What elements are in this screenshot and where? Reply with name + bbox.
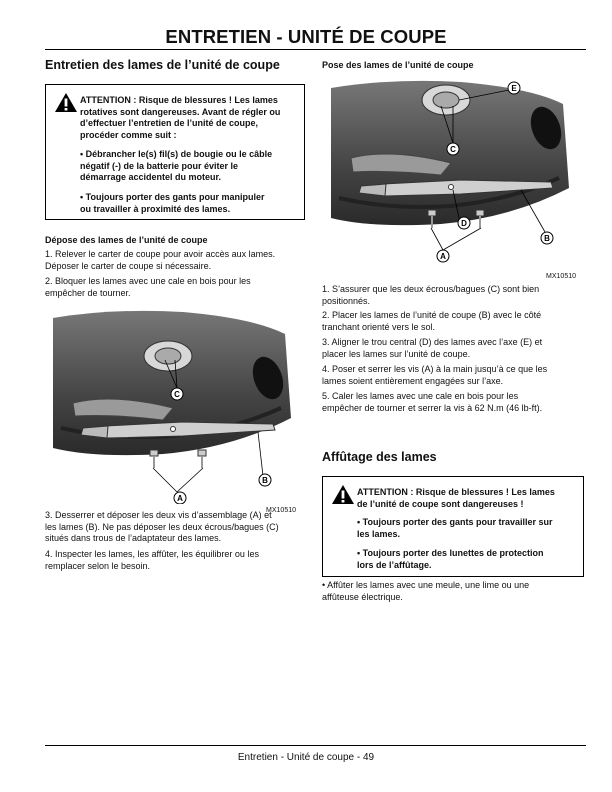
warning-bullet-line: • Toujours porter des lunettes de protection xyxy=(357,548,544,558)
install-step-3-line: placer les lames sur l’unité de coupe. xyxy=(322,348,471,359)
removal-step-3-line: les lames (B). Ne pas déposer les deux écrous/bagues (C) xyxy=(45,521,279,532)
figure-id: MX10510 xyxy=(266,507,296,514)
footer-divider xyxy=(45,745,586,746)
subsection-title-installation: Pose des lames de l’unité de coupe xyxy=(322,60,474,70)
install-step-5-line: empêcher de tourner et serrer la vis à 62 N.m (46 lb-ft). xyxy=(322,402,543,413)
page-title: ENTRETIEN - UNITÉ DE COUPE xyxy=(165,26,447,47)
callout-c: C xyxy=(174,390,180,399)
section-title-sharpening: Affûtage des lames xyxy=(322,450,437,464)
install-step-2-line: 2. Placer les lames de l’unité de coupe (B) avec le côté xyxy=(322,310,542,320)
warning-text-line: d’effectuer l’entretien de l’unité de coupe, xyxy=(80,118,259,128)
removal-step-3-line: situés dans trous de l’adaptateur des lames. xyxy=(45,533,222,543)
warning-box-blades xyxy=(45,84,305,220)
install-step-3-line: 3. Aligner le trou central (D) des lames avec l’axe (E) et xyxy=(322,337,543,347)
sharpen-note-line: affûteuse électrique. xyxy=(322,591,403,602)
warning-bullet-line: • Toujours porter des gants pour manipuler xyxy=(80,192,265,202)
warning-bullet-line: lors de l’affûtage. xyxy=(357,559,432,570)
warning-bullet-line: ou travailler à proximité des lames. xyxy=(80,203,231,214)
install-step-5-line: 5. Caler les lames avec une cale en bois pour les xyxy=(322,391,519,401)
figure-blade-installation xyxy=(331,78,576,280)
removal-step-4-line: 4. Inspecter les lames, les affûter, les équilibrer ou les xyxy=(45,549,259,559)
mower-deck-illustration xyxy=(331,78,576,274)
install-step-2-line: tranchant orienté vers le sol. xyxy=(322,321,436,332)
warning-triangle-icon xyxy=(54,92,78,113)
warning-box-sharpening xyxy=(322,476,584,577)
warning-text-line: procéder comme suit : xyxy=(80,129,177,140)
callout-b: B xyxy=(544,234,550,243)
warning-bullet-line: démarrage accidentel du moteur. xyxy=(80,172,222,182)
subsection-title-removal: Dépose des lames de l’unité de coupe xyxy=(45,235,208,245)
removal-step-1-line: 1. Relever le carter de coupe pour avoir accès aux lames. xyxy=(45,249,276,259)
mower-deck-illustration xyxy=(53,308,298,504)
callout-b: B xyxy=(262,476,268,485)
callout-c: C xyxy=(450,145,456,154)
install-step-4-line: 4. Poser et serrer les vis (A) à la main jusqu’à ce que les xyxy=(322,364,548,374)
install-step-1-line: 1. S’assurer que les deux écrous/bagues (C) sont bien xyxy=(322,284,540,294)
callout-d: D xyxy=(461,219,467,228)
page-footer: Entretien - Unité de coupe - 49 xyxy=(237,752,375,763)
figure-id: MX10510 xyxy=(546,273,576,280)
warning-bullet-line: • Toujours porter des gants pour travailler sur xyxy=(357,517,553,527)
callout-a: A xyxy=(177,494,183,503)
install-step-4-line: lames soient entièrement engagées sur l’axe. xyxy=(322,375,504,386)
warning-bullet-line: négatif (-) de la batterie pour éviter le xyxy=(80,160,239,171)
removal-step-4-line: remplacer selon le besoin. xyxy=(45,560,151,571)
warning-text-line: rotatives sont dangereuses. Avant de régler ou xyxy=(80,106,281,117)
removal-step-3-line: 3. Desserrer et déposer les deux vis d’assemblage (A) et xyxy=(45,510,272,520)
removal-step-2-line: empêcher de tourner. xyxy=(45,287,131,298)
warning-bullet-line: les lames. xyxy=(357,528,401,539)
warning-text-line: ATTENTION : Risque de blessures ! Les lames xyxy=(80,95,278,105)
warning-text-line: de l’unité de coupe sont dangereuses ! xyxy=(357,498,524,509)
warning-triangle-icon xyxy=(331,484,355,505)
removal-step-1-line: Déposer le carter de coupe si nécessaire. xyxy=(45,260,212,271)
callout-e: E xyxy=(511,84,517,93)
install-step-1-line: positionnés. xyxy=(322,295,371,306)
figure-blade-removal xyxy=(53,308,298,514)
warning-text-line: ATTENTION : Risque de blessures ! Les lames xyxy=(357,487,555,497)
section-title-blade-maintenance: Entretien des lames de l’unité de coupe xyxy=(45,58,280,72)
removal-step-2-line: 2. Bloquer les lames avec une cale en bois pour les xyxy=(45,276,251,286)
header-divider xyxy=(45,49,586,50)
callout-a: A xyxy=(440,252,446,261)
sharpen-note-line: • Affûter les lames avec une meule, une lime ou une xyxy=(322,580,530,590)
warning-bullet-line: • Débrancher le(s) fil(s) de bougie ou le câble xyxy=(80,149,273,159)
